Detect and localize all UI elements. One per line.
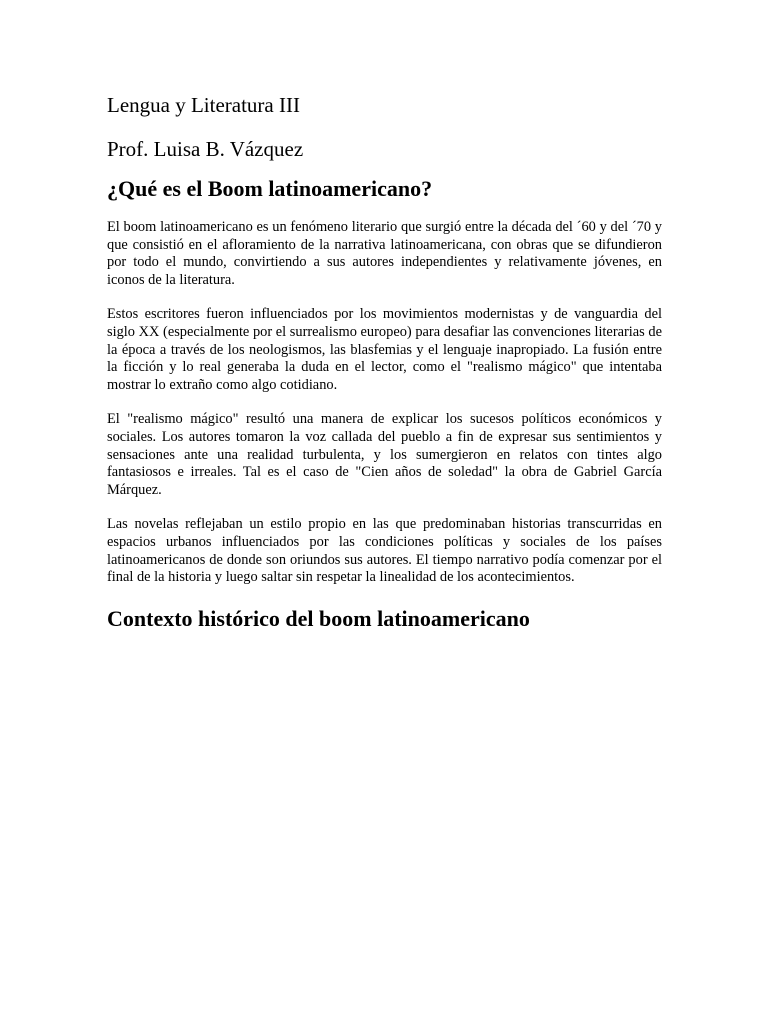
paragraph-1: El boom latinoamericano es un fenómeno literario que surgió entre la década del ´60 y del ´70 y que consistió en el afloramiento de la narrativa latinoamericana, con obras que se difundieron por todo el mundo, convirtiendo a sus autores independientes y relativamente jóvenes, en iconos de la literatura. xyxy=(107,219,662,288)
paragraph-4: Las novelas reflejaban un estilo propio en las que predominaban historias transcurridas en espacios urbanos influenciados por las condiciones políticas y sociales de los países latinoamericanos de donde son oriundos sus autores. El tiempo narrativo podía comenzar por el final de la historia y luego saltar sin respetar la linealidad de los acontecimientos. xyxy=(107,516,662,586)
teacher-name: Prof. Luisa B. Vázquez xyxy=(107,137,304,161)
heading-boom: ¿Qué es el Boom latinoamericano? xyxy=(107,176,433,201)
paragraph-2: Estos escritores fueron influenciados por los movimientos modernistas y de vanguardia del siglo XX (especialmente por el surrealismo europeo) para desafiar las convenciones literarias de la época a través de los neologismos, las blasfemias y el lenguaje inapropiado. La fusión entre la ficción y lo real generaba la duda en el lector, como el "realismo mágico" que intentaba mostrar lo extraño como algo cotidiano. xyxy=(107,306,662,393)
paragraph-3: El "realismo mágico" resultó una manera de explicar los sucesos políticos económicos y sociales. Los autores tomaron la voz callada del pueblo a fin de expresar sus sentimientos y sensaciones ante una realidad turbulenta, y los sumergieron en relatos con tintes algo fantasiosos e irreales. Tal es el caso de "Cien años de soledad" la obra de Gabriel García Márquez. xyxy=(107,411,662,498)
document-content xyxy=(107,90,662,634)
course-subject: Lengua y Literatura III xyxy=(107,93,300,117)
heading-historical-context: Contexto histórico del boom latinoamericano xyxy=(107,605,530,631)
